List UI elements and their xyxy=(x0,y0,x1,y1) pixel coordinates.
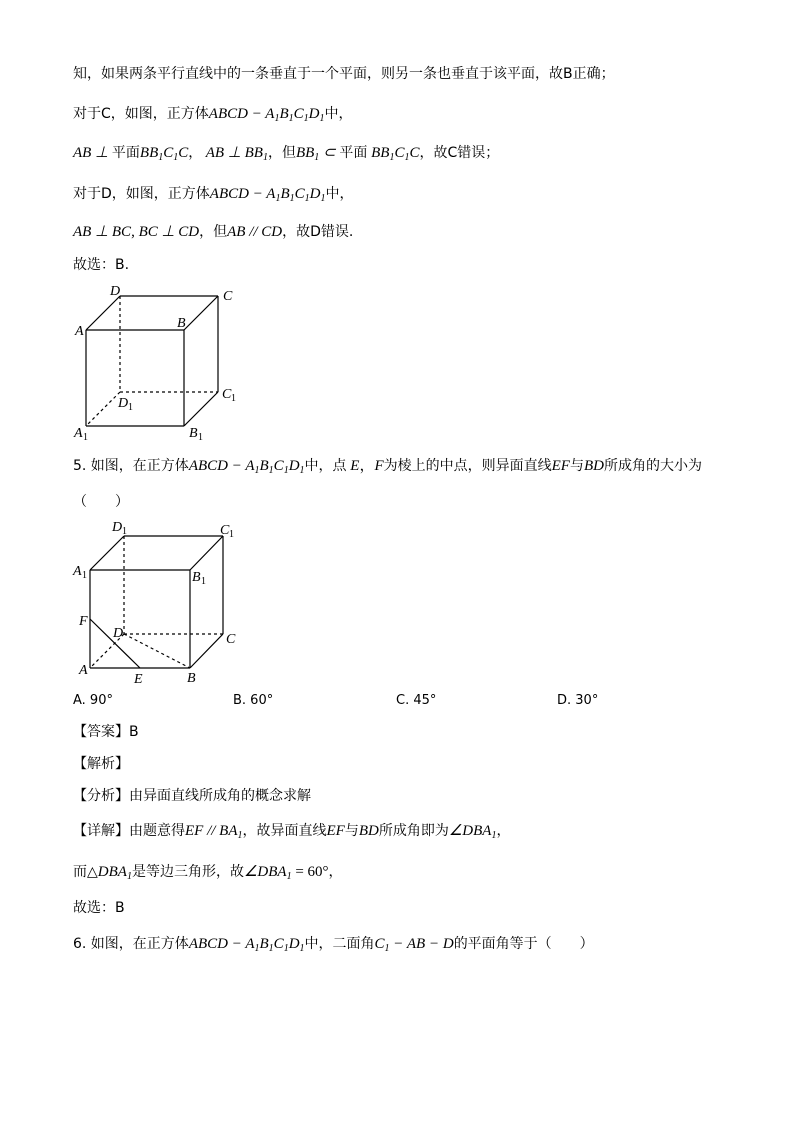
label-B1: B xyxy=(192,570,201,585)
label-C: C xyxy=(223,289,233,304)
label-C1-sub: 1 xyxy=(231,393,236,404)
edge-d1a1 xyxy=(90,536,124,570)
q5-points: E，F xyxy=(346,458,384,474)
math-angle-dba1: $\angle DBA_1$ xyxy=(448,823,497,841)
q5-paren-text: （ ） xyxy=(73,494,129,510)
q5-bd: BD xyxy=(583,458,604,474)
answer xyxy=(73,722,139,742)
option-b: B. 60° xyxy=(233,693,274,708)
math-ef-par-ba1: EF // $BA_1$ xyxy=(185,823,243,841)
text-l2-pre: 对于C，如图，正方体 xyxy=(73,106,209,122)
cube-name-2: ABCD − $A_1B_1C_1D_1$ xyxy=(209,186,326,204)
label-F: F xyxy=(79,614,88,629)
q5-text-pre: 5. 如图，在正方体 xyxy=(73,458,189,474)
q6-cube-name: ABCD − $A_1B_1C_1D_1$ xyxy=(188,936,305,954)
edge-b1c1 xyxy=(184,392,218,426)
option-a: A. 90° xyxy=(73,693,113,708)
conclusion xyxy=(73,862,343,882)
text-l6: 故选：B. xyxy=(73,257,130,273)
text-line-5 xyxy=(73,222,353,242)
label-A1: A xyxy=(73,564,82,579)
segment-ef xyxy=(90,619,140,668)
math-perp-list: AB ⊥ BC, BC ⊥ CD xyxy=(73,224,200,240)
q6-text xyxy=(73,934,594,954)
q6-text-post: 的平面角等于（ ） xyxy=(453,936,594,952)
q5-text xyxy=(73,456,702,476)
choose-text: 故选：B xyxy=(73,900,125,916)
edge-d1a1-hidden xyxy=(86,392,120,426)
conclusion-pre: 而△ xyxy=(73,864,98,880)
edge-bc xyxy=(184,296,218,330)
label-C: C xyxy=(226,632,236,647)
analysis-head-text: 【解析】 xyxy=(73,756,129,772)
label-A1-sub: 1 xyxy=(82,570,87,581)
edge-da xyxy=(86,296,120,330)
text-line-3 xyxy=(73,143,499,163)
label-D: D xyxy=(110,284,121,299)
math-dba1: $DBA_1$ xyxy=(97,864,132,882)
q5-text-mid2: 为棱上的中点，则异面直线 xyxy=(383,458,552,474)
q5-text-mid3: 与 xyxy=(569,458,584,474)
label-D: D xyxy=(113,626,124,641)
math-parallel: AB // CD xyxy=(227,224,283,240)
math-bd-2: BD xyxy=(358,823,379,839)
text-l3-p3: ，但 xyxy=(267,145,296,161)
label-C1: C xyxy=(220,523,230,538)
label-A: A xyxy=(75,324,84,339)
answer-text: 【答案】B xyxy=(73,724,139,740)
text-l4-post: 中， xyxy=(325,186,354,202)
q5-text-post: 所成角的大小为 xyxy=(603,458,702,474)
segment-bd-hidden xyxy=(124,634,190,668)
xiangjie-post: 所成角即为 xyxy=(378,823,449,839)
xiangjie-mid: ，故异面直线 xyxy=(242,823,327,839)
math-ef-2: EF xyxy=(326,823,345,839)
text-l3-p1: 平面 xyxy=(111,145,140,161)
text-l5-p2: ，故D错误 xyxy=(282,224,349,240)
xiangjie-pre: 【详解】由题意得 xyxy=(73,823,185,839)
q5-ef: EF xyxy=(551,458,570,474)
conclusion-end: ， xyxy=(328,864,343,880)
label-C1-sub: 1 xyxy=(229,529,234,540)
label-A: A xyxy=(79,663,88,678)
label-B1: B xyxy=(189,426,198,441)
math-angle-eq: $\angle DBA_1 = 60^\circ$ xyxy=(243,864,329,882)
fenxi-text: 【分析】由异面直线所成角的概念求解 xyxy=(73,788,311,804)
math-bb1c1c: $BB_1C_1C$ xyxy=(139,145,189,163)
label-D1-sub: 1 xyxy=(122,526,127,537)
text-l5-end: . xyxy=(348,224,354,240)
text-l3-p4: 平面 xyxy=(339,145,368,161)
label-A1-sub: 1 xyxy=(83,432,88,443)
text-l1: 知，如果两条平行直线中的一条垂直于一个平面，则另一条也垂直于该平面，故B正确； xyxy=(73,66,615,82)
text-l3-p2: ， xyxy=(188,145,203,161)
fenxi xyxy=(73,786,311,806)
label-B1-sub: 1 xyxy=(198,432,203,443)
xiangjie-mid2: 与 xyxy=(344,823,359,839)
text-l4-pre: 对于D，如图，正方体 xyxy=(73,186,210,202)
math-ab-perp: AB ⊥ xyxy=(73,145,112,161)
conclusion-mid: 是等边三角形，故 xyxy=(131,864,244,880)
math-bb1c1c-2: $BB_1C_1C$ xyxy=(367,145,420,163)
text-l2-post: 中， xyxy=(324,106,353,122)
text-l5-p1: ，但 xyxy=(199,224,228,240)
text-line-1 xyxy=(73,64,615,84)
label-C1: C xyxy=(222,387,232,402)
option-c: C. 45° xyxy=(396,693,437,708)
q5-text-mid1: 中，点 xyxy=(304,458,347,474)
q5-paren xyxy=(73,492,129,512)
xiangjie-end: ， xyxy=(496,823,511,839)
analysis-head xyxy=(73,754,129,774)
q6-dihedral: $C_1$ − AB − D xyxy=(374,936,454,954)
edge-da-hidden xyxy=(90,634,124,668)
label-B1-sub: 1 xyxy=(201,576,206,587)
label-B: B xyxy=(187,671,196,686)
label-B: B xyxy=(177,316,186,331)
label-E: E xyxy=(134,672,143,687)
q6-text-pre: 6. 如图，在正方体 xyxy=(73,936,189,952)
text-line-4 xyxy=(73,184,354,204)
q6-text-mid: 中，二面角 xyxy=(304,936,375,952)
text-line-2 xyxy=(73,104,353,124)
xiangjie xyxy=(73,821,510,841)
edge-b1c1 xyxy=(190,536,223,570)
cube-name: ABCD − $A_1B_1C_1D_1$ xyxy=(208,106,325,124)
math-ab-perp-bb1: AB ⊥ $BB_1$ xyxy=(202,145,268,163)
label-D1-sub: 1 xyxy=(128,402,133,413)
text-l3-p5: ，故C错误； xyxy=(419,145,500,161)
option-d: D. 30° xyxy=(557,693,599,708)
edge-bc xyxy=(190,634,223,668)
label-D1: D xyxy=(112,520,123,535)
q5-cube-name: ABCD − $A_1B_1C_1D_1$ xyxy=(188,458,305,476)
math-bb1-sub: $BB_1$ ⊂ xyxy=(295,145,340,163)
text-line-6 xyxy=(73,255,129,275)
label-D1: D xyxy=(118,396,129,411)
choose xyxy=(73,898,125,918)
label-A1: A xyxy=(74,426,83,441)
